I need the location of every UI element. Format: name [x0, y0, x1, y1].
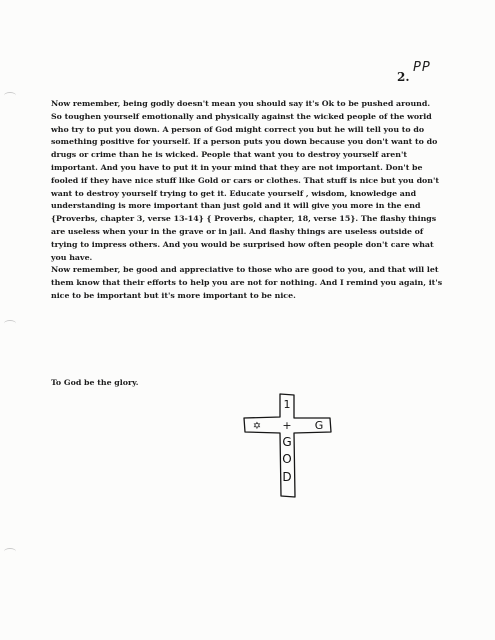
letter-body — [51, 98, 443, 303]
letter-paragraph-1: Now remember, being godly doesn't mean you should say it's Ok to be pushed around. So toughen yourself emotionally and physically against the wicked people of the world who try to put you down. A person of God might correct you but he will tell you to do something positive for yourself. If a person puts you down because you don't want to do drugs or crime than he is wicked. People that want you to destroy yourself aren't important. And you have to put it in your mind that they are not important. Don't be fooled if they have nice stuff like Gold or cars or clothes. That stuff is nice but you don't want to destroy yourself trying to get it. Educate yourself , wisdom, knowledge and understanding is more important than just gold and it will give you more in the end {Proverbs, chapter 3, verse 13-14} { Proverbs, chapter, 18, verse 15}. The flashy things are useless when your in the grave or in jail. And flashy things are useless outside of trying to impress others. And you would be surprised how often people don't care what you have. — [51, 99, 440, 262]
cross-vertical-letter: + — [282, 419, 292, 432]
punch-hole-mark-bottom — [4, 548, 16, 555]
page-number: 2. — [397, 70, 410, 84]
cross-vertical-letter: 1 — [283, 398, 291, 411]
handwritten-initials: PP — [413, 60, 431, 75]
cross-vertical-letter: D — [282, 470, 292, 484]
hand-drawn-cross — [240, 392, 350, 502]
letter-paragraph-2: Now remember, be good and appreciative to those who are good to you, and that will let them know that their efforts to help you are not for nothing. And I remind you again, it's nice to be important but it's more important to be nice. — [51, 265, 443, 300]
letter-closing: To God be the glory. — [51, 378, 139, 387]
cross-drawing — [240, 392, 350, 502]
star-of-david-icon: ✡ — [252, 421, 262, 432]
punch-hole-mark-middle — [4, 320, 16, 327]
punch-hole-mark-top — [4, 92, 16, 99]
cross-vertical-letter: G — [282, 435, 292, 449]
cross-right-letter: G — [314, 419, 324, 432]
cross-vertical-letter: O — [282, 452, 292, 466]
